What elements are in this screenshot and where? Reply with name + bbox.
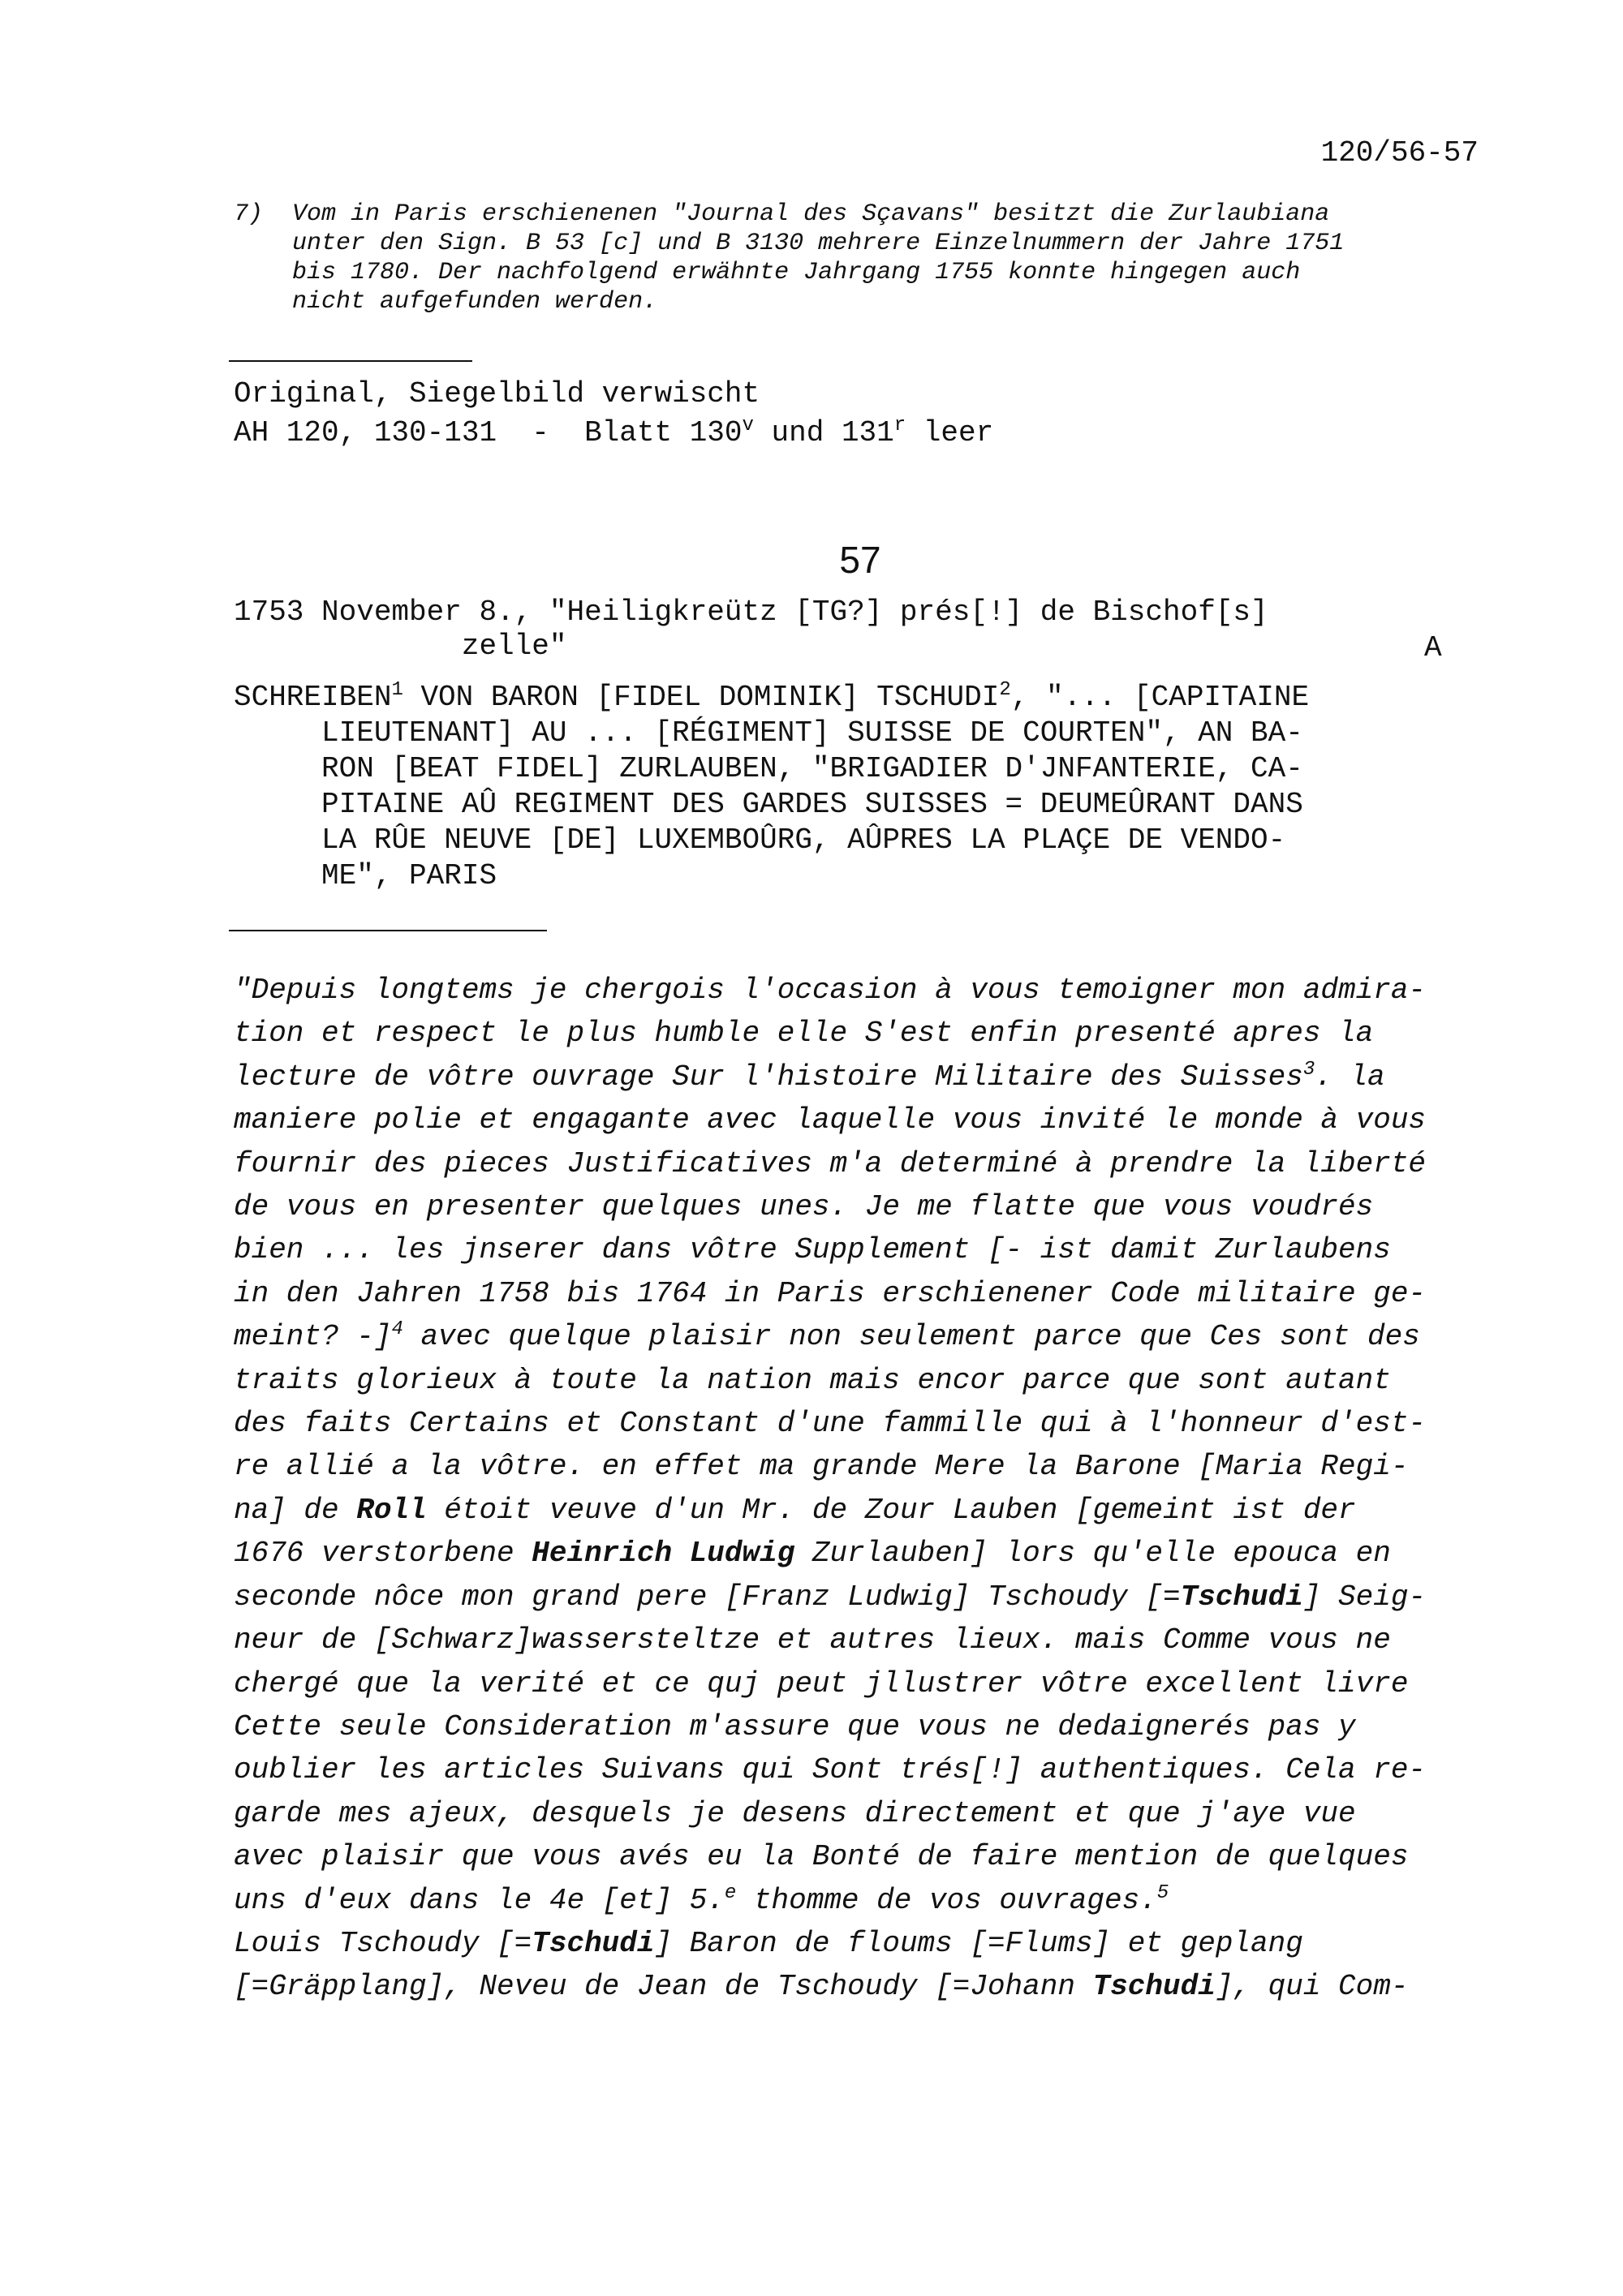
body-line bbox=[234, 1537, 1391, 1570]
superscript: v bbox=[742, 415, 754, 436]
body-line bbox=[234, 1494, 1356, 1527]
body-line: chergé que la verité et ce quj peut jllustrer vôtre excellent livre bbox=[234, 1666, 1409, 1701]
date-line: 1753 November 8., "Heiligkreütz [TG?] prés[!] de Bischof[s] bbox=[234, 595, 1268, 629]
source-text: AH 120, 130-131 - Blatt 130 bbox=[234, 416, 743, 449]
footnote-line: bis 1780. Der nachfolgend erwähnte Jahrgang 1755 konnte hingegen auch bbox=[292, 259, 1301, 286]
body-line bbox=[234, 1580, 1426, 1614]
body-text: uns d'eux dans le 4e [et] 5. bbox=[234, 1883, 725, 1917]
body-line: in den Jahren 1758 bis 1764 in Paris erschienener Code militaire ge- bbox=[234, 1276, 1427, 1310]
body-text: lecture de vôtre ouvrage Sur l'histoire Militaire des Suisses bbox=[234, 1060, 1303, 1094]
body-line: oublier les articles Suivans qui Sont trés[!] authentiques. Cela re- bbox=[234, 1753, 1427, 1787]
heading-text: , "... [CAPITAINE bbox=[1010, 681, 1310, 714]
document-number: 57 bbox=[839, 539, 881, 581]
heading-line: LIEUTENANT] AU ... [RÉGIMENT] SUISSE DE COURTEN", AN BA- bbox=[234, 716, 1303, 750]
body-line: de vous en presenter quelques unes. Je me flatte que vous voudrés bbox=[234, 1190, 1374, 1224]
superscript: e bbox=[724, 1881, 737, 1904]
footnote-line: Vom in Paris erschienenen "Journal des Sçavans" besitzt die Zurlaubiana bbox=[292, 200, 1330, 228]
body-text: . la bbox=[1315, 1060, 1385, 1094]
heading-line bbox=[234, 681, 1309, 714]
letter-body bbox=[234, 969, 1426, 2009]
date-place bbox=[234, 595, 1268, 664]
body-text: thomme de vos ouvrages. bbox=[736, 1883, 1157, 1917]
date-line: zelle" bbox=[234, 630, 567, 663]
body-line: neur de [Schwarz]wassersteltze et autres lieux. mais Comme vous ne bbox=[234, 1623, 1391, 1658]
body-text: ], qui Com- bbox=[1215, 1970, 1409, 2004]
body-text: meint? -] bbox=[234, 1320, 392, 1354]
body-line bbox=[234, 1927, 1303, 1960]
body-line: fournir des pieces Justificatives m'a determiné à prendre la liberté bbox=[234, 1146, 1427, 1180]
body-line bbox=[234, 1320, 1420, 1353]
superscript: r bbox=[893, 415, 906, 436]
source-note bbox=[234, 375, 993, 453]
footnote-line: unter den Sign. B 53 [c] und B 3130 mehrere Einzelnummern der Jahre 1751 bbox=[292, 230, 1345, 257]
body-text: Louis Tschoudy [= bbox=[234, 1926, 532, 1960]
footnote-number: 7) bbox=[234, 200, 264, 228]
body-line: avec plaisir que vous avés eu la Bonté de faire mention de quelques bbox=[234, 1840, 1409, 1874]
footnote-text bbox=[292, 200, 1500, 316]
footnote-divider bbox=[229, 360, 472, 362]
body-line bbox=[234, 1970, 1408, 2003]
body-line bbox=[234, 1881, 1169, 1917]
footnote-ref: 5 bbox=[1156, 1881, 1169, 1904]
name-highlight: Tschudi bbox=[1180, 1580, 1303, 1614]
body-line: garde mes ajeux, desquels je desens directement et que j'aye vue bbox=[234, 1796, 1356, 1830]
document-heading bbox=[234, 680, 1309, 894]
name-highlight: Tschudi bbox=[532, 1926, 655, 1960]
footnote-ref: 4 bbox=[391, 1318, 403, 1341]
name-highlight: Heinrich Ludwig bbox=[532, 1537, 795, 1571]
footnote-ref: 3 bbox=[1302, 1058, 1315, 1081]
body-line: tion et respect le plus humble elle S'est enfin presenté apres la bbox=[234, 1017, 1374, 1051]
body-line: bien ... les jnserer dans vôtre Supplement [- ist damit Zurlaubens bbox=[234, 1233, 1391, 1267]
heading-line: LA RÛE NEUVE [DE] LUXEMBOÛRG, AÛPRES LA PLAÇE DE VENDO- bbox=[234, 823, 1286, 857]
source-text: und 131 bbox=[753, 416, 894, 449]
body-text: 1676 verstorbene bbox=[234, 1537, 532, 1571]
source-location bbox=[234, 416, 993, 449]
footnote-ref: 2 bbox=[999, 679, 1011, 701]
heading-text: VON BARON [FIDEL DOMINIK] TSCHUDI bbox=[403, 681, 1000, 714]
heading-divider bbox=[229, 930, 547, 931]
version-marker: A bbox=[1424, 631, 1442, 664]
body-line: "Depuis longtems je chergois l'occasion à vous temoigner mon admira- bbox=[234, 974, 1427, 1007]
heading-line: ME", PARIS bbox=[234, 859, 497, 892]
body-text: ] Baron de floums [=Flums] et geplang bbox=[654, 1926, 1303, 1960]
heading-text: SCHREIBEN bbox=[234, 681, 392, 714]
name-highlight: Roll bbox=[356, 1493, 427, 1527]
source-text: leer bbox=[906, 416, 994, 449]
body-text: [=Gräpplang], Neveu de Jean de Tschoudy [=Johann bbox=[234, 1970, 1093, 2004]
body-line: maniere polie et engagante avec laquelle vous invité le monde à vous bbox=[234, 1103, 1427, 1137]
body-text: ] Seig- bbox=[1302, 1580, 1427, 1614]
source-line: Original, Siegelbild verwischt bbox=[234, 377, 760, 411]
name-highlight: Tschudi bbox=[1092, 1970, 1216, 2004]
body-text: étoit veuve d'un Mr. de Zour Lauben [gemeint ist der bbox=[426, 1493, 1356, 1527]
page-number: 120/56-57 bbox=[1320, 136, 1479, 170]
body-line: traits glorieux à toute la nation mais encor parce que sont autant bbox=[234, 1363, 1391, 1397]
body-text: seconde nôce mon grand pere [Franz Ludwig] Tschoudy [= bbox=[234, 1580, 1181, 1614]
body-line bbox=[234, 1060, 1385, 1094]
body-text: avec quelque plaisir non seulement parce que Ces sont des bbox=[403, 1320, 1420, 1354]
body-text: Zurlauben] lors qu'elle epouca en bbox=[794, 1537, 1391, 1571]
heading-line: RON [BEAT FIDEL] ZURLAUBEN, "BRIGADIER D'JNFANTERIE, CA- bbox=[234, 752, 1303, 785]
body-line: des faits Certains et Constant d'une fammille qui à l'honneur d'est- bbox=[234, 1407, 1427, 1441]
heading-line: PITAINE AÛ REGIMENT DES GARDES SUISSES = DEUMEÛRANT DANS bbox=[234, 788, 1303, 821]
body-text: na] de bbox=[234, 1493, 357, 1527]
footnote-ref: 1 bbox=[391, 679, 403, 701]
footnote-7 bbox=[234, 200, 1500, 316]
footnote-line: nicht aufgefunden werden. bbox=[292, 288, 658, 316]
body-line: Cette seule Consideration m'assure que vous ne dedaignerés pas y bbox=[234, 1709, 1356, 1743]
body-line: re allié a la vôtre. en effet ma grande Mere la Barone [Maria Regi- bbox=[234, 1450, 1409, 1484]
